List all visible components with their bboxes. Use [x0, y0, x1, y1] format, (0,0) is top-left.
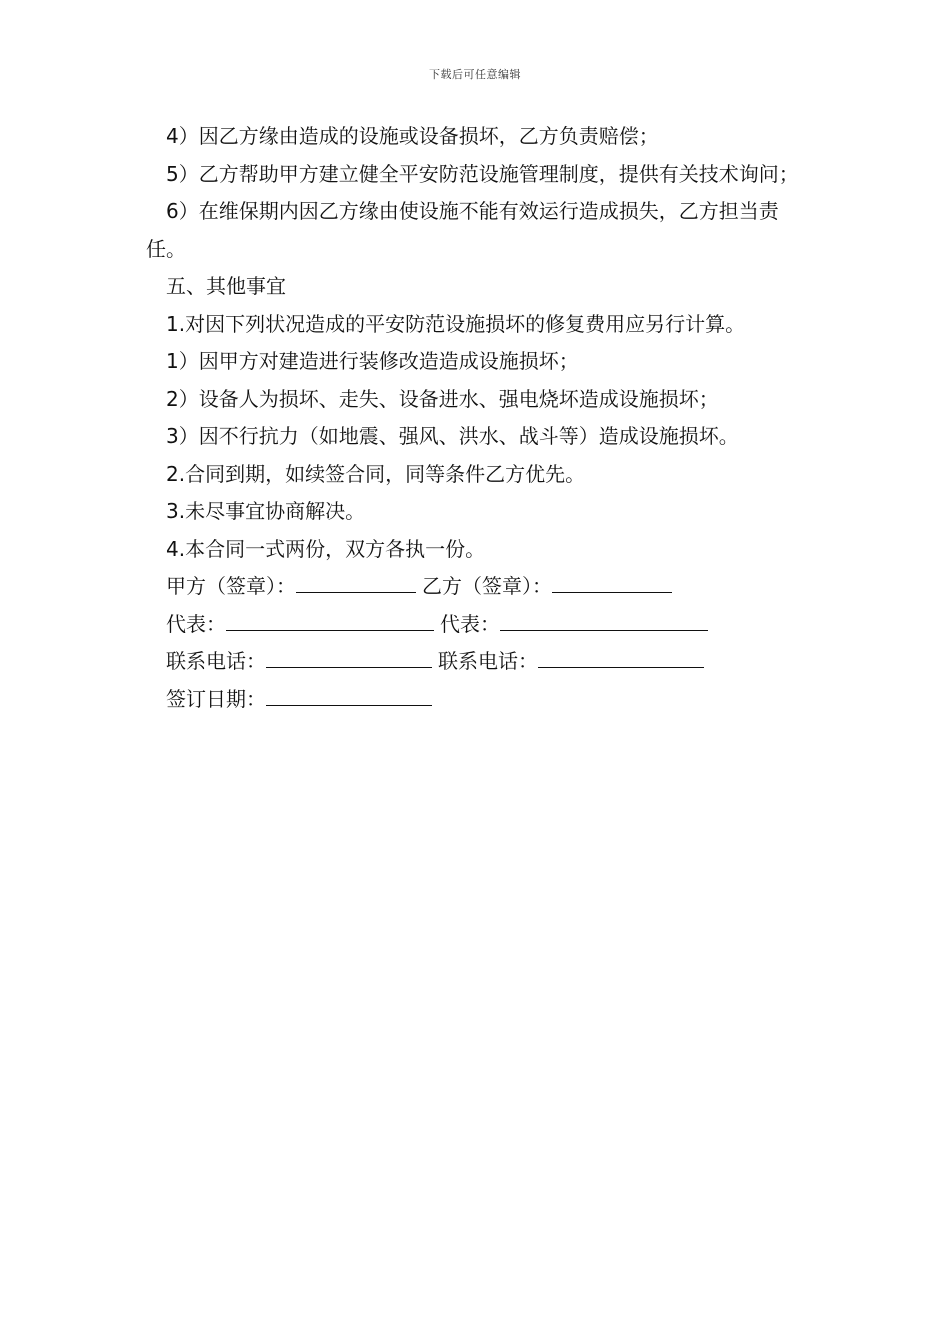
sub-item-3: 3）因不行抗力（如地震、强风、洪水、战斗等）造成设施损坏。 [166, 424, 739, 448]
party-b-phone-blank[interactable] [538, 647, 704, 668]
party-a-phone-label: 联系电话： [166, 649, 266, 673]
party-a-rep-blank[interactable] [226, 610, 434, 631]
sign-date-label: 签订日期： [166, 686, 266, 711]
sub-item-2: 2）设备人为损坏、走失、设备进水、强电烧坏造成设施损坏； [166, 386, 719, 411]
signature-row-seal [146, 568, 810, 606]
signature-row-representative [146, 606, 810, 644]
item-4-copies: 4.本合同一式两份，双方各执一份。 [166, 536, 486, 561]
clause-6: 6）在维保期内因乙方缘由使设施不能有效运行造成损失，乙方担当责任。 [146, 199, 779, 261]
party-b-seal-label: 乙方（签章）： [422, 574, 552, 598]
sub-item-1: 1）因甲方对建造进行装修改造造成设施损坏； [166, 349, 579, 373]
item-1-repair-costs: 1.对因下列状况造成的平安防范设施损坏的修复费用应另行计算。 [166, 311, 746, 336]
clause-5: 5）乙方帮助甲方建立健全平安防范设施管理制度，提供有关技术询问； [166, 161, 799, 186]
sign-date-blank[interactable] [266, 685, 432, 706]
party-a-seal-blank[interactable] [296, 572, 416, 593]
item-2-renewal: 2.合同到期，如续签合同，同等条件乙方优先。 [166, 461, 586, 486]
party-b-rep-label: 代表： [440, 611, 500, 636]
signature-row-date [146, 681, 810, 719]
party-a-rep-label: 代表： [166, 611, 226, 636]
party-a-seal-label: 甲方（签章）： [166, 574, 296, 598]
item-3-negotiation: 3.未尽事宜协商解决。 [166, 499, 366, 523]
party-b-rep-blank[interactable] [500, 610, 708, 631]
party-a-phone-blank[interactable] [266, 647, 432, 668]
page-header: 下载后可任意编辑 [429, 68, 521, 81]
clause-4: 4）因乙方缘由造成的设施或设备损坏，乙方负责赔偿； [166, 124, 659, 148]
section-heading-other-matters: 五、其他事宜 [166, 274, 286, 298]
signature-row-phone [146, 643, 810, 681]
document-body [146, 118, 810, 718]
party-b-phone-label: 联系电话： [438, 649, 538, 673]
party-b-seal-blank[interactable] [552, 572, 672, 593]
